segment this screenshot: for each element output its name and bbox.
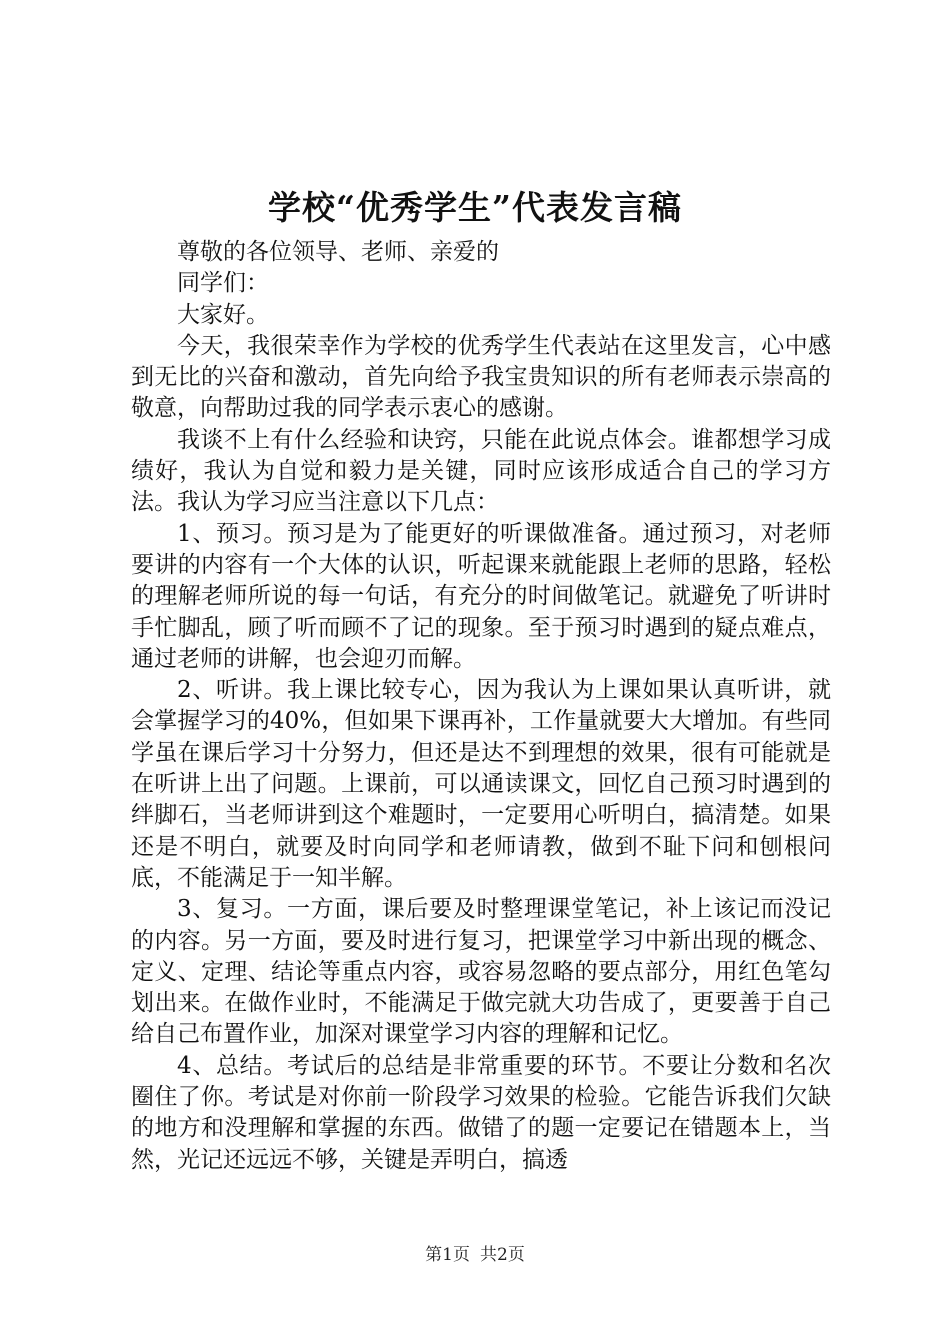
- page-total: 共2页: [480, 1245, 525, 1265]
- paragraph-intro: 今天，我很荣幸作为学校的优秀学生代表站在这里发言，心中感到无比的兴奋和激动，首先向给予我宝贵知识的所有老师表示崇高的敬意，向帮助过我的同学表示衷心的感谢。: [131, 332, 831, 422]
- page-footer: [0, 1243, 950, 1267]
- greeting: 大家好。: [177, 301, 269, 328]
- paragraph-experience: 我谈不上有什么经验和诀窍，只能在此说点体会。谁都想学习成绩好，我认为自觉和毅力是关键，同时应该形成适合自己的学习方法。我认为学习应当注意以下几点：: [131, 426, 831, 516]
- paragraph-summary: 4、总结。考试后的总结是非常重要的环节。不要让分数和名次圈住了你。考试是对你前一阶段学习效果的检验。它能告诉我们欠缺的地方和没理解和掌握的东西。做错了的题一定要记在错题本上，当然，光记还远远不够，关键是弄明白，搞透: [131, 1052, 831, 1173]
- paragraph-listening: 2、听讲。我上课比较专心，因为我认为上课如果认真听讲，就会掌握学习的40%，但如果下课再补，工作量就要大大增加。有些同学虽在课后学习十分努力，但还是达不到理想的效果，很有可能就是在听讲上出了问题。上课前，可以通读课文，回忆自己预习时遇到的绊脚石，当老师讲到这个难题时，一定要用心听明白，搞清楚。如果还是不明白，就要及时向同学和老师请教，做到不耻下问和刨根问底，不能满足于一知半解。: [131, 677, 831, 891]
- document-title: 学校“优秀学生”代表发言稿: [268, 188, 682, 227]
- paragraph-review: 3、复习。一方面，课后要及时整理课堂笔记，补上该记而没记的内容。另一方面，要及时进行复习，把课堂学习中新出现的概念、定义、定理、结论等重点内容，或容易忽略的要点部分，用红色笔勾划出来。在做作业时，不能满足于做完就大功告成了，更要善于自己给自己布置作业，加深对课堂学习内容的理解和记忆。: [131, 896, 831, 1048]
- page-number: 第1页: [425, 1245, 470, 1265]
- salutation-line-1: 尊敬的各位领导、老师、亲爱的: [177, 239, 499, 265]
- salutation-line-2: 同学们：: [177, 270, 269, 297]
- paragraph-preview: 1、预习。预习是为了能更好的听课做准备。通过预习，对老师要讲的内容有一个大体的认识，听起课来就能跟上老师的思路，轻松的理解老师所说的每一句话，有充分的时间做笔记。就避免了听讲时手忙脚乱，顾了听而顾不了记的现象。至于预习时遇到的疑点难点，通过老师的讲解，也会迎刃而解。: [131, 520, 831, 672]
- document-body: [131, 237, 831, 1176]
